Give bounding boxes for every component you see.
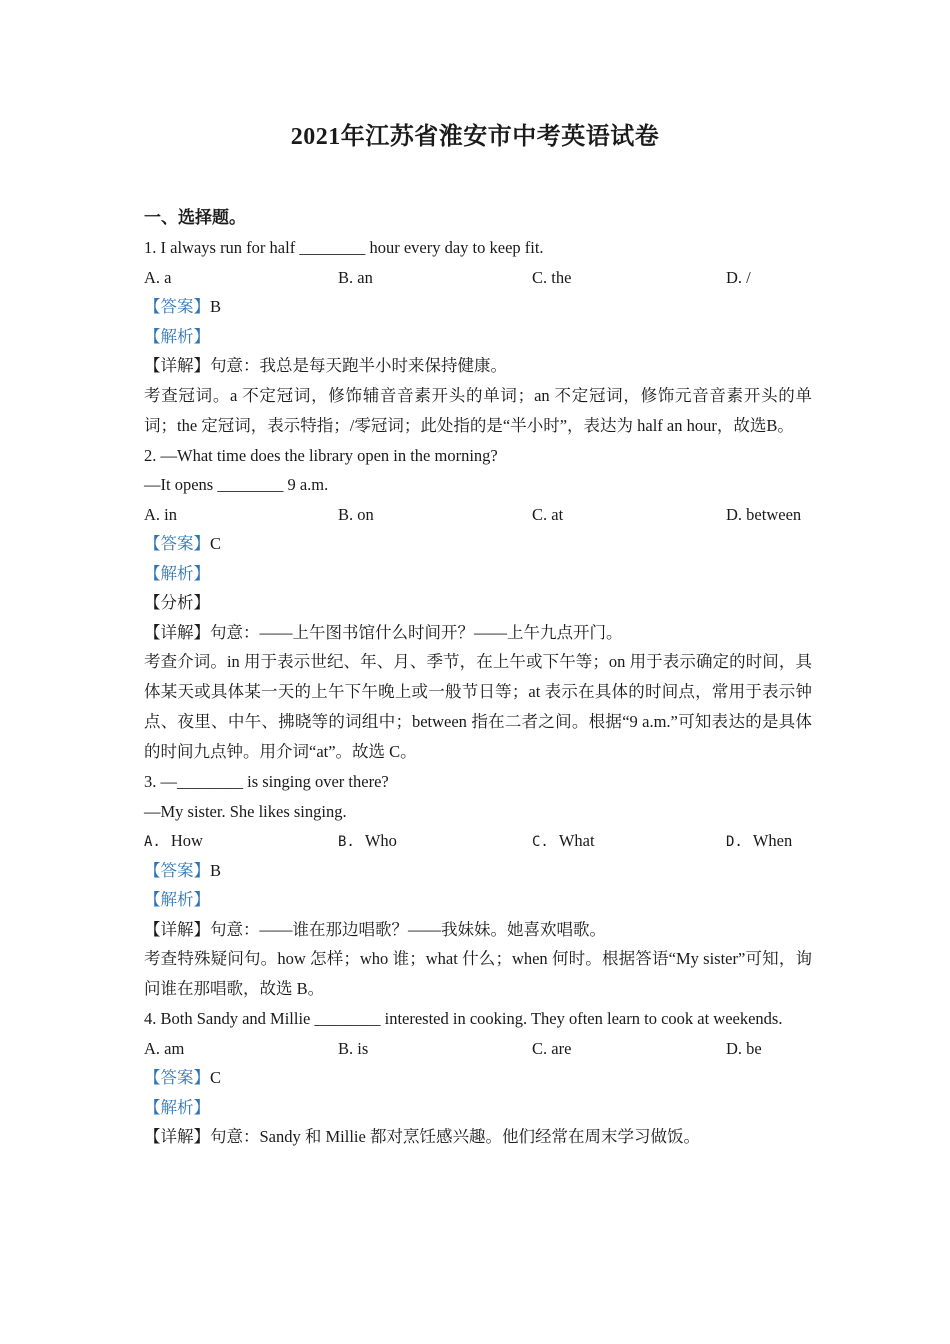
fenxi-tag: 【分析】 <box>144 593 210 612</box>
analysis-tag: 【解析】 <box>144 326 210 346</box>
answer-line <box>144 856 812 886</box>
document-title: 2021年江苏省淮安市中考英语试卷 <box>290 124 660 150</box>
question-1-stem: 1. I always run for half ________ hour every day to keep fit. <box>144 238 544 257</box>
explanation-text: 考查介词。in 用于表示世纪、年、月、季节，在上午或下午等；on 用于表示确定的时间，具体某天或具体某一天的上午下午晚上或一般节日等；at 表示在具体的时间点，常用于表示钟点、夜里、中午、拂晓等的词组中；between 指在二者之间。根据“9 a.m.”可知表达的是具体的时间九点钟。用介词“at”。故选 C。 <box>144 652 812 761</box>
answer-value: C <box>210 1068 222 1087</box>
option-b: B. an <box>338 267 373 287</box>
option-c: C. at <box>532 504 564 524</box>
answer-tag: 【答案】 <box>144 534 210 553</box>
answer-line <box>144 1063 812 1093</box>
detail-text: 句意：——上午图书馆什么时间开？——上午九点开门。 <box>210 622 623 642</box>
option-d: D. / <box>726 267 751 287</box>
option-d <box>726 826 792 856</box>
option-c <box>532 826 726 856</box>
option-letter: C. <box>532 834 549 850</box>
explanation-text: 考查特殊疑问句。how 怎样；who 谁；what 什么；when 何时。根据答语“My sister”可知，询问谁在那唱歌，故选 B。 <box>144 949 812 998</box>
option-b: B. is <box>338 1038 369 1058</box>
document-body <box>144 203 812 1152</box>
question-4-stem: 4. Both Sandy and Millie ________ interested in cooking. They often learn to cook at weekends. <box>144 1009 783 1028</box>
detail-text: 句意：Sandy 和 Millie 都对烹饪感兴趣。他们经常在周末学习做饭。 <box>210 1127 700 1146</box>
question-2-response: —It opens ________ 9 a.m. <box>144 475 329 494</box>
question-1-options <box>144 263 812 293</box>
detail-line <box>144 618 812 648</box>
explanation-text: 考查冠词。a 不定冠词，修饰辅音音素开头的单词；an 不定冠词，修饰元音音素开头的单词；the 定冠词，表示特指；/零冠词；此处指的是“半小时”，表达为 half an hour，故选B。 <box>144 385 812 435</box>
option-b: B. on <box>338 504 374 524</box>
detail-tag: 【详解】 <box>144 622 210 642</box>
analysis-tag: 【解析】 <box>144 563 210 583</box>
answer-tag: 【答案】 <box>144 860 210 880</box>
option-b <box>338 826 532 856</box>
detail-tag: 【详解】 <box>144 919 210 939</box>
answer-line <box>144 292 812 322</box>
question-3-options <box>144 826 812 856</box>
detail-tag: 【详解】 <box>144 1127 210 1146</box>
option-c: C. are <box>532 1038 572 1058</box>
answer-value: C <box>210 534 222 553</box>
question-2-stem: 2. —What time does the library open in the morning? <box>144 445 498 465</box>
option-text: How <box>170 831 203 850</box>
option-text: Who <box>364 831 397 850</box>
question-3-stem: 3. —________ is singing over there? <box>144 772 389 791</box>
option-c: C. the <box>532 267 572 287</box>
answer-line <box>144 529 812 559</box>
detail-line <box>144 915 812 945</box>
option-a <box>144 826 338 856</box>
option-text: When <box>752 831 793 850</box>
detail-line <box>144 351 812 381</box>
option-letter: B. <box>338 834 355 850</box>
analysis-tag: 【解析】 <box>144 1097 210 1117</box>
option-d: D. between <box>726 504 802 524</box>
question-2-options <box>144 500 812 530</box>
detail-text: 句意：我总是每天跑半小时来保持健康。 <box>210 356 507 375</box>
option-d: D. be <box>726 1038 762 1058</box>
answer-value: B <box>210 860 222 880</box>
option-letter: A. <box>144 834 161 850</box>
detail-tag: 【详解】 <box>144 356 210 375</box>
detail-text: 句意：——谁在那边唱歌？——我妹妹。她喜欢唱歌。 <box>210 919 606 939</box>
answer-tag: 【答案】 <box>144 1068 210 1087</box>
section-heading: 一、选择题。 <box>144 208 246 227</box>
analysis-tag: 【解析】 <box>144 890 210 909</box>
option-a: A. in <box>144 504 177 524</box>
question-4-options <box>144 1034 812 1064</box>
question-3-response: —My sister. She likes singing. <box>144 801 347 821</box>
answer-tag: 【答案】 <box>144 297 210 316</box>
detail-line <box>144 1122 812 1152</box>
option-letter: D. <box>726 834 743 850</box>
option-text: What <box>558 831 595 850</box>
option-a: A. am <box>144 1038 185 1058</box>
option-a: A. a <box>144 267 172 287</box>
answer-value: B <box>210 297 222 316</box>
